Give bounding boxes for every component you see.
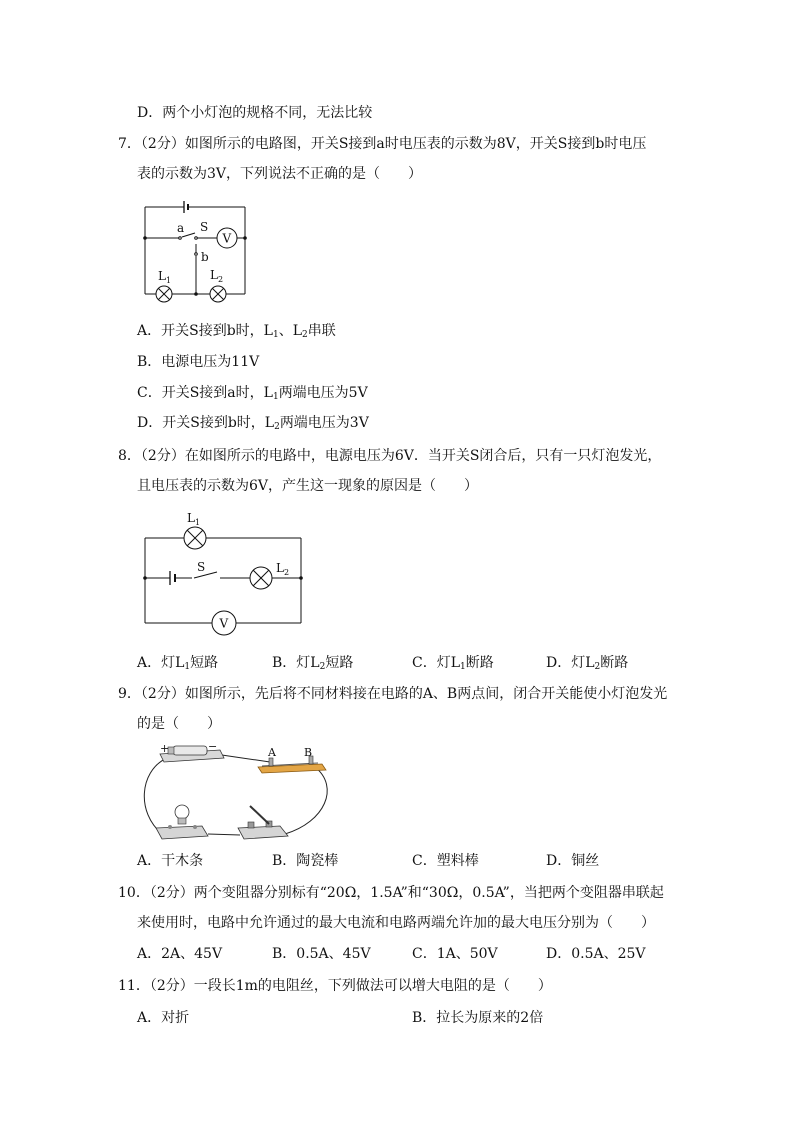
q9-option-c: C．塑料棒 [412,853,479,869]
q7-label-a: a [177,221,185,235]
q9-option-a: A．干木条 [137,853,204,869]
q10-option-c: C．1A、50V [412,946,498,962]
light-bulb-icon [156,805,208,839]
q9-label-a: A [268,746,276,759]
q7-label-s: S [200,220,209,234]
q9-apparatus-diagram [140,742,340,842]
q8-label-v: V [219,616,229,631]
q9-label-b: B [304,746,313,759]
q8-option-b: B．灯$L_2$短路 [272,655,354,672]
q8-stem-line2: 且电压表的示数为6V，产生这一现象的原因是（ ） [137,478,479,494]
q7-label-b: b [201,250,209,264]
q10-option-b: B．0.5A、45V [272,946,371,962]
q8-option-d: D．灯$L_2$断路 [546,655,629,672]
q10-stem-line1: 10．（2分）两个变阻器分别标有“20Ω，1.5A”和“30Ω，0.5A”，当把两个变阻器串联起 [118,885,664,901]
q8-stem-line1: 8．（2分）在如图所示的电路中，电源电压为6V．当开关S闭合后，只有一只灯泡发光， [118,448,662,464]
q7-label-l2: $L_2$ [210,268,224,284]
q9-battery-plus: + [160,742,170,755]
q7-label-v: V [222,231,232,246]
q7-circuit-diagram [140,198,250,306]
q7-label-l1: $L_1$ [158,269,172,285]
q7-option-b: B．电源电压为11V [137,354,260,370]
q11-option-b: B．拉长为原来的2倍 [412,1010,544,1026]
q9-option-d: D．铜丝 [546,853,600,869]
q8-circuit-diagram [140,508,310,640]
q9-option-b: B．陶瓷棒 [272,853,339,869]
q11-stem-line1: 11．（2分）一段长1m的电阻丝，下列做法可以增大电阻的是（ ） [118,978,552,994]
q9-stem-line1: 9．（2分）如图所示，先后将不同材料接在电路的A、B两点间，闭合开关能使小灯泡发光 [118,686,668,702]
q8-label-l1: $L_1$ [187,511,201,527]
q11-option-a: A．对折 [137,1010,190,1026]
q8-option-a: A．灯$L_1$短路 [137,655,219,672]
q7-stem-line1: 7．（2分）如图所示的电路图，开关S接到a时电压表的示数为8V，开关S接到b时电压 [118,136,647,152]
q8-label-s: S [197,560,206,574]
q10-stem-line2: 来使用时，电路中允许通过的最大电流和电路两端允许加的最大电压分别为（ ） [137,915,655,931]
q8-label-l2: $L_2$ [276,561,290,577]
q7-option-a: A．开关S接到b时，$L_1$、$L_2$串联 [137,323,336,340]
q10-option-d: D．0.5A、25V [546,946,646,962]
q9-battery-minus: − [208,740,218,753]
q10-option-a: A．2A、45V [137,946,223,962]
q9-stem-line2: 的是（ ） [137,716,221,732]
q7-option-d: D．开关S接到b时，$L_2$两端电压为3V [137,415,369,432]
q8-option-c: C．灯$L_1$断路 [412,655,494,672]
knife-switch-icon [238,806,288,839]
q7-stem-line2: 表的示数为3V，下列说法不正确的是（ ） [137,166,423,182]
prev-option-d: D．两个小灯泡的规格不同，无法比较 [137,105,373,121]
q7-option-c: C．开关S接到a时，$L_1$两端电压为5V [137,385,368,402]
